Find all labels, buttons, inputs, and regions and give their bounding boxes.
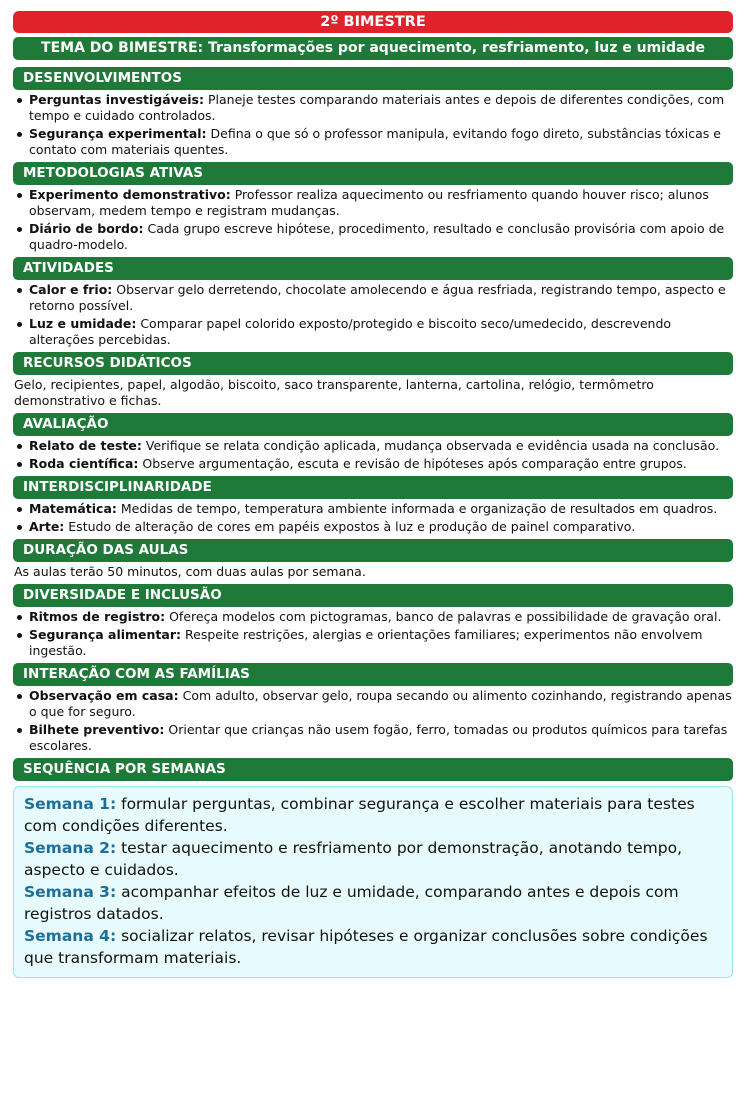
list-item	[29, 438, 733, 454]
section-header-avaliacao: AVALIAÇÃO	[13, 413, 733, 436]
item-text: Medidas de tempo, temperatura ambiente informada e organização de resultados em quadros.	[120, 501, 718, 516]
week-label: Semana 4:	[24, 927, 117, 945]
list-item	[29, 609, 733, 625]
section-header-duracao: DURAÇÃO DAS AULAS	[13, 539, 733, 562]
item-text: Professor realiza aquecimento ou resfriamento quando houver risco; alunos observam, medem tempo e registram mudanças.	[29, 187, 709, 218]
item-text: Defina o que só o professor manipula, evitando fogo direto, substâncias tóxicas e contato com materiais quentes.	[29, 126, 721, 157]
week-item	[24, 837, 722, 881]
item-text: Estudo de alteração de cores em papéis expostos à luz e produção de painel comparativo.	[68, 519, 636, 534]
item-label: Segurança experimental:	[29, 126, 207, 141]
list-item	[29, 627, 733, 659]
week-text: testar aquecimento e resfriamento por demonstração, anotando tempo, aspecto e cuidados.	[24, 839, 683, 879]
list-item	[29, 221, 733, 253]
weeks-box	[13, 786, 733, 978]
section-header-atividades: ATIVIDADES	[13, 257, 733, 280]
list-item	[29, 92, 733, 124]
list-item	[29, 316, 733, 348]
item-label: Arte:	[29, 519, 65, 534]
section-header-metodologias: METODOLOGIAS ATIVAS	[13, 162, 733, 185]
duracao-text: As aulas terão 50 minutos, com duas aulas por semana.	[14, 564, 366, 579]
list-diversidade	[13, 609, 733, 659]
item-text: Planeje testes comparando materiais antes e depois de diferentes condições, com tempo e cuidado controlados.	[29, 92, 725, 123]
item-text: Ofereça modelos com pictogramas, banco de palavras e possibilidade de gravação oral.	[169, 609, 722, 624]
item-text: Observar gelo derretendo, chocolate amolecendo e água resfriada, registrando tempo, aspecto e retorno possível.	[29, 282, 726, 313]
week-item	[24, 881, 722, 925]
item-label: Matemática:	[29, 501, 117, 516]
list-desenvolvimentos	[13, 92, 733, 158]
item-text: Comparar papel colorido exposto/protegido e biscoito seco/umedecido, descrevendo alterações percebidas.	[29, 316, 672, 347]
item-label: Perguntas investigáveis:	[29, 92, 204, 107]
recursos-text: Gelo, recipientes, papel, algodão, biscoito, saco transparente, lanterna, cartolina, relógio, termômetro demonstrativo e fichas.	[14, 377, 654, 408]
week-label: Semana 1:	[24, 795, 117, 813]
week-item	[24, 793, 722, 837]
item-label: Diário de bordo:	[29, 221, 144, 236]
week-text: socializar relatos, revisar hipóteses e organizar conclusões sobre condições que transformam materiais.	[24, 927, 708, 967]
list-item	[29, 519, 733, 535]
section-header-sequencia: SEQUÊNCIA POR SEMANAS	[13, 758, 733, 781]
list-item	[29, 187, 733, 219]
item-label: Bilhete preventivo:	[29, 722, 165, 737]
section-header-recursos: RECURSOS DIDÁTICOS	[13, 352, 733, 375]
list-item	[29, 282, 733, 314]
list-atividades	[13, 282, 733, 348]
item-label: Luz e umidade:	[29, 316, 137, 331]
list-interdisciplinaridade	[13, 501, 733, 535]
week-item	[24, 925, 722, 969]
list-avaliacao	[13, 438, 733, 472]
item-label: Roda científica:	[29, 456, 139, 471]
list-familias	[13, 688, 733, 754]
item-label: Observação em casa:	[29, 688, 179, 703]
bimestre-banner: 2º BIMESTRE	[13, 11, 733, 33]
item-label: Ritmos de registro:	[29, 609, 166, 624]
section-header-familias: INTERAÇÃO COM AS FAMÍLIAS	[13, 663, 733, 686]
item-text: Respeite restrições, alergias e orientações familiares; experimentos não envolvem ingestão.	[29, 627, 703, 658]
section-header-interdisciplinaridade: INTERDISCIPLINARIDADE	[13, 476, 733, 499]
list-item	[29, 126, 733, 158]
item-text: Observe argumentação, escuta e revisão de hipóteses após comparação entre grupos.	[142, 456, 687, 471]
item-label: Segurança alimentar:	[29, 627, 182, 642]
list-item	[29, 501, 733, 517]
list-metodologias	[13, 187, 733, 253]
section-header-diversidade: DIVERSIDADE E INCLUSÃO	[13, 584, 733, 607]
tema-banner: TEMA DO BIMESTRE: Transformações por aquecimento, resfriamento, luz e umidade	[13, 37, 733, 60]
item-text: Cada grupo escreve hipótese, procedimento, resultado e conclusão provisória com apoio de quadro-modelo.	[29, 221, 725, 252]
item-text: Verifique se relata condição aplicada, mudança observada e evidência usada na conclusão.	[145, 438, 720, 453]
item-label: Calor e frio:	[29, 282, 113, 297]
week-text: formular perguntas, combinar segurança e escolher materiais para testes com condições diferentes.	[24, 795, 695, 835]
list-item	[29, 688, 733, 720]
week-label: Semana 2:	[24, 839, 117, 857]
list-item	[29, 722, 733, 754]
item-text: Com adulto, observar gelo, roupa secando ou alimento cozinhando, registrando apenas o que for seguro.	[29, 688, 732, 719]
list-item	[29, 456, 733, 472]
week-label: Semana 3:	[24, 883, 117, 901]
section-header-desenvolvimentos: DESENVOLVIMENTOS	[13, 67, 733, 90]
item-label: Relato de teste:	[29, 438, 142, 453]
item-text: Orientar que crianças não usem fogão, ferro, tomadas ou produtos químicos para tarefas escolares.	[29, 722, 728, 753]
week-text: acompanhar efeitos de luz e umidade, comparando antes e depois com registros datados.	[24, 883, 679, 923]
item-label: Experimento demonstrativo:	[29, 187, 231, 202]
